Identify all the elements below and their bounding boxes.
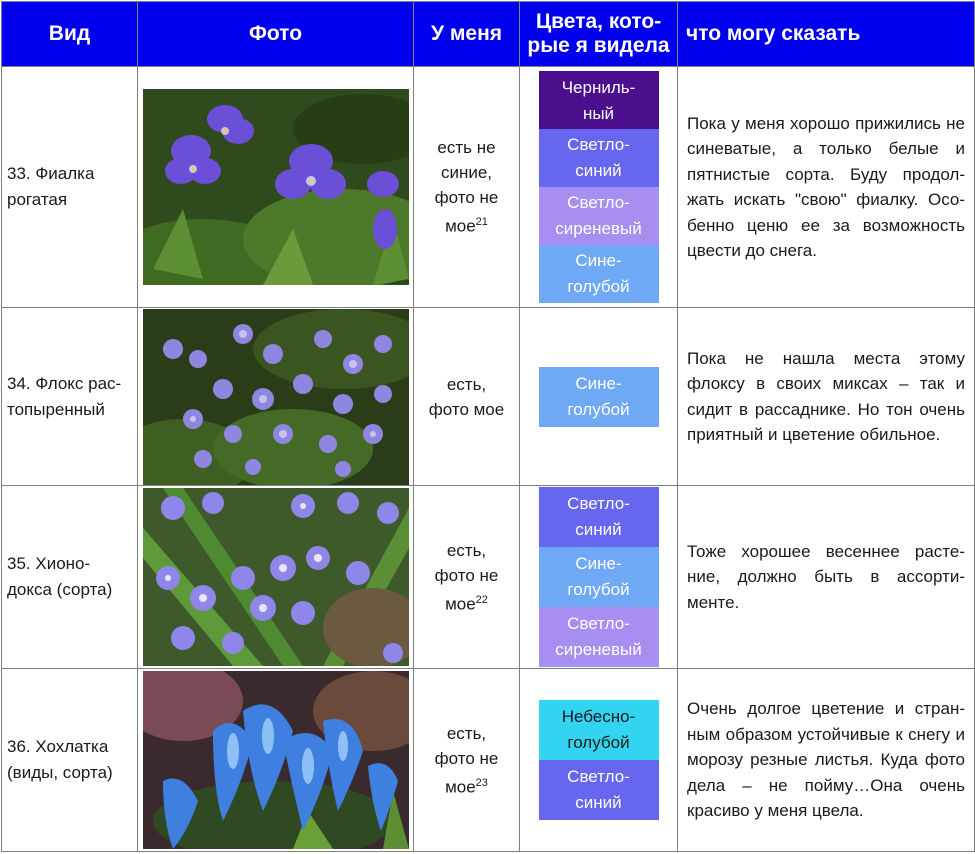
header-kind: Вид: [2, 2, 138, 67]
swatch-line2: синий: [575, 520, 622, 539]
mine-line1: есть не: [437, 138, 496, 158]
color-swatch: [539, 187, 659, 245]
mine-line2: фото мое: [428, 399, 505, 419]
swatch-line2: сиреневый: [555, 219, 642, 238]
color-swatch: [539, 367, 659, 427]
mine-line3: мое: [445, 777, 476, 797]
note-cell: Тоже хорошее весеннее расте-ние, должно быть в ассорти-менте.: [678, 486, 975, 669]
mine-cell: [414, 669, 520, 852]
color-swatch: [539, 71, 659, 129]
photo-cell: [138, 486, 414, 669]
swatch-line2: сиреневый: [555, 640, 642, 659]
kind-line1: 34. Флокс рас-: [7, 373, 122, 393]
note-cell: Очень долгое цветение и стран-ным образом устойчивые к снегу и морозу резные листья. Куда фото дела – не пойму…Она очень красиво у меня цвела.: [678, 669, 975, 852]
header-row: [2, 2, 975, 67]
kind-line1: 35. Хионо-: [7, 554, 91, 573]
colors-cell: [520, 308, 678, 486]
flower-table: [1, 1, 975, 852]
mine-cell: [414, 486, 520, 669]
swatch-line2: голубой: [567, 399, 630, 419]
header-note: что могу сказать: [678, 2, 975, 67]
swatch-line2: синий: [575, 161, 622, 180]
swatch-line1: Светло-: [567, 135, 630, 154]
footnote-ref: 22: [475, 593, 488, 606]
colors-cell: [520, 486, 678, 669]
header-colors-line2: рые я видела: [527, 34, 670, 57]
table-row: [2, 486, 975, 669]
mine-cell: [414, 308, 520, 486]
color-swatch: [539, 607, 659, 667]
kind-cell: [2, 67, 138, 308]
mine-line2: фото не: [434, 748, 499, 768]
kind-line1: 36. Хохлатка: [7, 737, 109, 756]
swatch-line1: Сине-: [575, 373, 622, 393]
mine-line1: есть,: [446, 374, 487, 394]
note-cell: Пока у меня хорошо прижились не синеватые, а только белые и пятнистые сорта. Буду продол-жать искать "свою" фиалку. Осо-бенно ценю ее за возможность цвести до снега.: [678, 67, 975, 308]
swatch-line1: Сине-: [575, 554, 622, 573]
color-swatch: [539, 700, 659, 760]
color-swatch: [539, 129, 659, 187]
color-swatch: [539, 245, 659, 303]
swatch-line2: голубой: [567, 733, 630, 752]
phlox-divaricata-photo: [143, 309, 409, 485]
swatch-line1: Светло-: [567, 767, 630, 786]
kind-cell: [2, 308, 138, 486]
header-colors: [520, 2, 678, 67]
photo-cell: [138, 669, 414, 852]
table-row: [2, 669, 975, 852]
footnote-ref: 21: [475, 216, 488, 229]
swatch-line1: Светло-: [567, 614, 630, 633]
header-mine: У меня: [414, 2, 520, 67]
colors-cell: [520, 67, 678, 308]
kind-line2: (виды, сорта): [7, 763, 113, 782]
swatch-line1: Черниль-: [561, 78, 636, 97]
color-swatch: [539, 487, 659, 547]
swatch-line2: голубой: [567, 277, 630, 296]
mine-line1: есть,: [446, 723, 487, 743]
kind-line1: 33. Фиалка: [7, 164, 95, 183]
swatch-line1: Светло-: [567, 193, 630, 212]
chionodoxa-photo: [143, 488, 409, 666]
mine-line3: мое: [445, 594, 476, 614]
kind-line2: докса (сорта): [7, 580, 113, 599]
color-swatch: [539, 547, 659, 607]
mine-line2: фото не: [434, 565, 499, 585]
photo-cell: [138, 67, 414, 308]
header-photo: Фото: [138, 2, 414, 67]
corydalis-photo: [143, 671, 409, 849]
swatch-line1: Сине-: [575, 251, 622, 270]
kind-line2: топыренный: [7, 399, 105, 419]
header-colors-line1: Цвета, кото-: [535, 10, 662, 33]
color-swatch: [539, 760, 659, 820]
colors-cell: [520, 669, 678, 852]
table-row: [2, 308, 975, 486]
note-cell: Пока не нашла места этому флоксу в своих миксах – так и сидит в рассаднике. Но тон очень приятный и цветение обильное.: [678, 308, 975, 486]
kind-cell: [2, 486, 138, 669]
swatch-line1: Светло-: [567, 494, 630, 513]
photo-cell: [138, 308, 414, 486]
swatch-line2: синий: [575, 793, 622, 812]
mine-line2: синие,: [440, 163, 493, 183]
mine-line3: фото не: [434, 188, 499, 208]
mine-cell: [414, 67, 520, 308]
swatch-line1: Небесно-: [561, 707, 636, 726]
kind-cell: [2, 669, 138, 852]
table-row: [2, 67, 975, 308]
footnote-ref: 23: [475, 776, 488, 789]
kind-line2: рогатая: [7, 190, 68, 209]
mine-line4: мое: [445, 216, 476, 236]
viola-cornuta-photo: [143, 89, 409, 285]
mine-line1: есть,: [446, 540, 487, 560]
swatch-line2: голубой: [567, 580, 630, 599]
swatch-line2: ный: [582, 104, 615, 123]
